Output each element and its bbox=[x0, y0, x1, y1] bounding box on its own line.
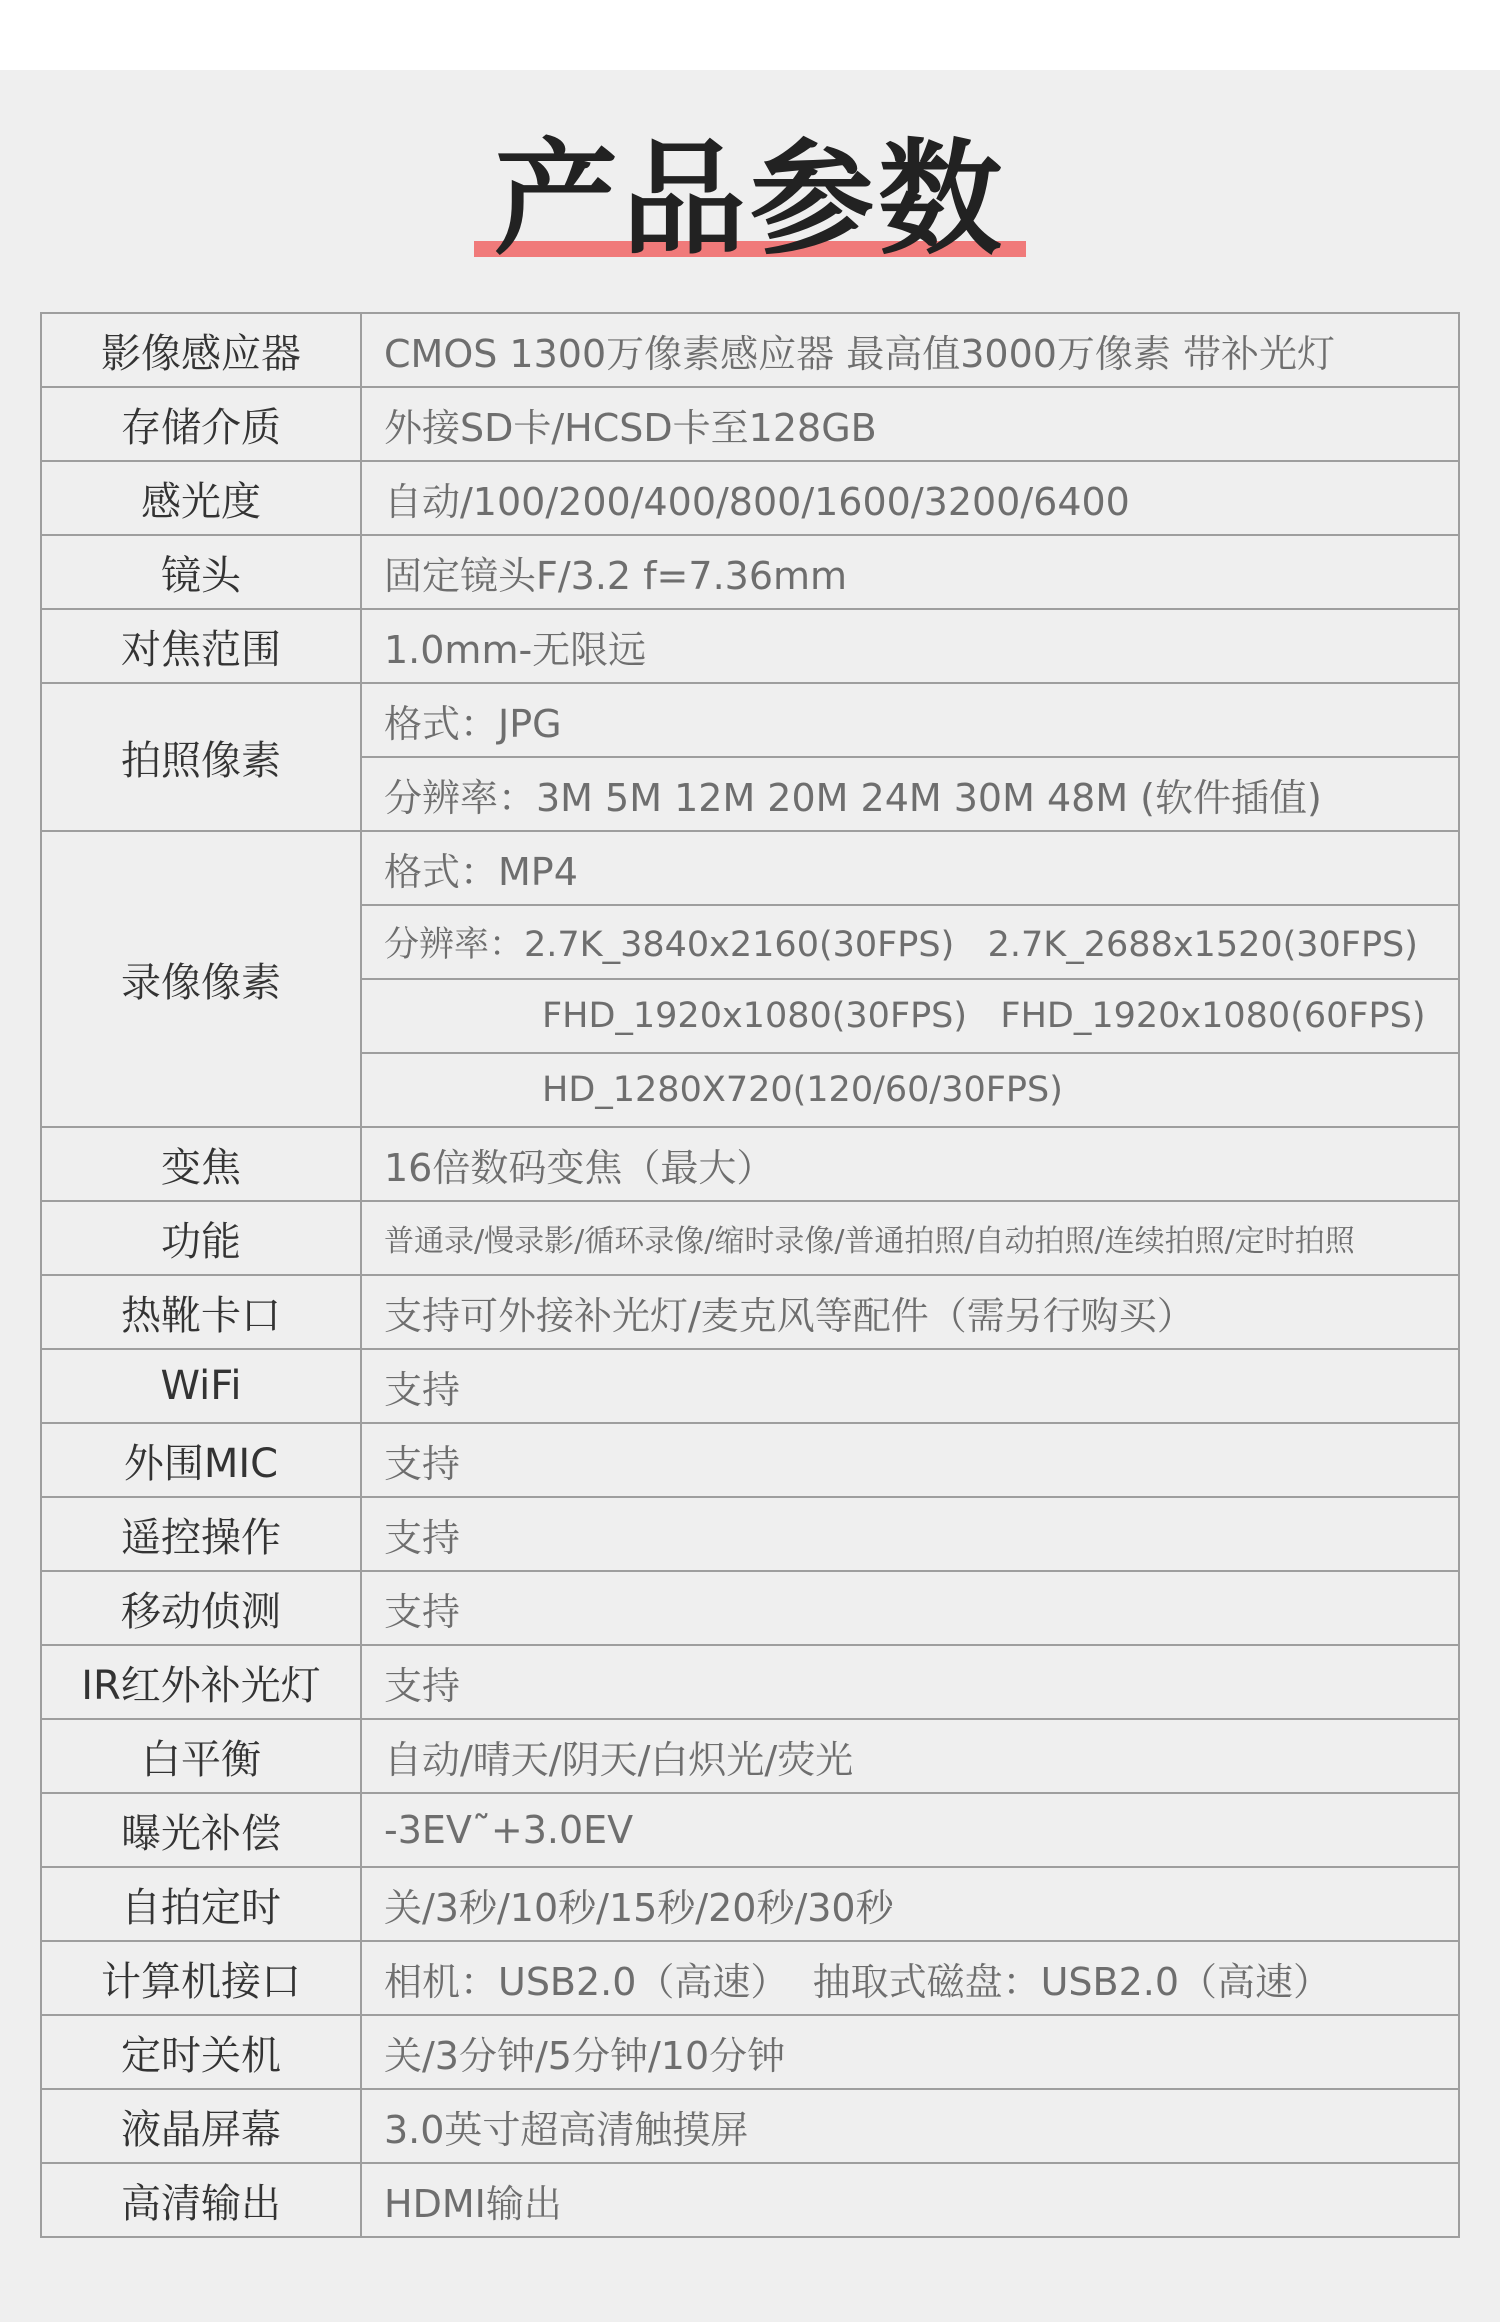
table-row bbox=[41, 313, 1459, 387]
spec-label: 影像感应器 bbox=[41, 313, 361, 387]
spec-value: 支持 bbox=[361, 1423, 1459, 1497]
spec-value: 分辨率：3M 5M 12M 20M 24M 30M 48M (软件插值) bbox=[361, 757, 1459, 831]
spec-label: 存储介质 bbox=[41, 387, 361, 461]
spec-value: 自动/晴天/阴天/白炽光/荧光 bbox=[361, 1719, 1459, 1793]
table-row bbox=[41, 1497, 1459, 1571]
spec-label: 功能 bbox=[41, 1201, 361, 1275]
table-row bbox=[41, 535, 1459, 609]
spec-label: 外围MIC bbox=[41, 1423, 361, 1497]
table-row bbox=[41, 387, 1459, 461]
spec-label: 遥控操作 bbox=[41, 1497, 361, 1571]
spec-label: 镜头 bbox=[41, 535, 361, 609]
page-title bbox=[474, 125, 1026, 275]
spec-label: 液晶屏幕 bbox=[41, 2089, 361, 2163]
spec-label: 计算机接口 bbox=[41, 1941, 361, 2015]
spec-value: 支持可外接补光灯/麦克风等配件（需另行购买） bbox=[361, 1275, 1459, 1349]
table-row bbox=[41, 1423, 1459, 1497]
spec-value: 格式：JPG bbox=[361, 683, 1459, 757]
spec-value: 16倍数码变焦（最大） bbox=[361, 1127, 1459, 1201]
spec-label: 变焦 bbox=[41, 1127, 361, 1201]
spec-value: 外接SD卡/HCSD卡至128GB bbox=[361, 387, 1459, 461]
spec-value: 自动/100/200/400/800/1600/3200/6400 bbox=[361, 461, 1459, 535]
spec-label: 移动侦测 bbox=[41, 1571, 361, 1645]
spec-value: HDMI输出 bbox=[361, 2163, 1459, 2237]
spec-value: CMOS 1300万像素感应器 最高值3000万像素 带补光灯 bbox=[361, 313, 1459, 387]
table-row bbox=[41, 461, 1459, 535]
table-row bbox=[41, 1719, 1459, 1793]
spec-value: 关/3分钟/5分钟/10分钟 bbox=[361, 2015, 1459, 2089]
table-row bbox=[41, 609, 1459, 683]
spec-label: 定时关机 bbox=[41, 2015, 361, 2089]
table-row bbox=[41, 1127, 1459, 1201]
spec-value: 格式：MP4 bbox=[361, 831, 1459, 905]
table-row bbox=[41, 831, 1459, 905]
spec-label: 自拍定时 bbox=[41, 1867, 361, 1941]
spec-value: 普通录/慢录影/循环录像/缩时录像/普通拍照/自动拍照/连续拍照/定时拍照 bbox=[361, 1201, 1459, 1275]
spec-label: 高清输出 bbox=[41, 2163, 361, 2237]
table-row bbox=[41, 2163, 1459, 2237]
table-row bbox=[41, 1941, 1459, 2015]
table-row bbox=[41, 1201, 1459, 1275]
table-row bbox=[41, 1571, 1459, 1645]
spec-value: 固定镜头F/3.2 f=7.36mm bbox=[361, 535, 1459, 609]
table-row bbox=[41, 683, 1459, 757]
table-row bbox=[41, 2089, 1459, 2163]
spec-label: 白平衡 bbox=[41, 1719, 361, 1793]
spec-label: WiFi bbox=[41, 1349, 361, 1423]
spec-label: 对焦范围 bbox=[41, 609, 361, 683]
spec-label: 曝光补偿 bbox=[41, 1793, 361, 1867]
spec-value: 相机：USB2.0（高速） 抽取式磁盘：USB2.0（高速） bbox=[361, 1941, 1459, 2015]
spec-value: 支持 bbox=[361, 1645, 1459, 1719]
spec-value: 关/3秒/10秒/15秒/20秒/30秒 bbox=[361, 1867, 1459, 1941]
spec-label: IR红外补光灯 bbox=[41, 1645, 361, 1719]
spec-value: HD_1280X720(120/60/30FPS) bbox=[361, 1053, 1459, 1127]
spec-value: FHD_1920x1080(30FPS) FHD_1920x1080(60FPS) bbox=[361, 979, 1459, 1053]
spec-table bbox=[40, 312, 1460, 2238]
spec-value: 分辨率：2.7K_3840x2160(30FPS) 2.7K_2688x1520(30FPS) bbox=[361, 905, 1459, 979]
table-row bbox=[41, 1645, 1459, 1719]
spec-value: 支持 bbox=[361, 1349, 1459, 1423]
spec-value: 1.0mm-无限远 bbox=[361, 609, 1459, 683]
table-row bbox=[41, 1867, 1459, 1941]
spec-value: -3EV˜+3.0EV bbox=[361, 1793, 1459, 1867]
page-title-text: 产品参数 bbox=[493, 128, 1006, 272]
spec-value: 3.0英寸超高清触摸屏 bbox=[361, 2089, 1459, 2163]
table-row bbox=[41, 2015, 1459, 2089]
title-wrap bbox=[0, 125, 1500, 275]
table-row bbox=[41, 1349, 1459, 1423]
spec-page bbox=[0, 70, 1500, 2322]
spec-label: 热靴卡口 bbox=[41, 1275, 361, 1349]
table-row bbox=[41, 1275, 1459, 1349]
spec-value: 支持 bbox=[361, 1571, 1459, 1645]
spec-label: 拍照像素 bbox=[41, 683, 361, 831]
spec-label: 录像像素 bbox=[41, 831, 361, 1127]
spec-value: 支持 bbox=[361, 1497, 1459, 1571]
spec-label: 感光度 bbox=[41, 461, 361, 535]
table-row bbox=[41, 1793, 1459, 1867]
